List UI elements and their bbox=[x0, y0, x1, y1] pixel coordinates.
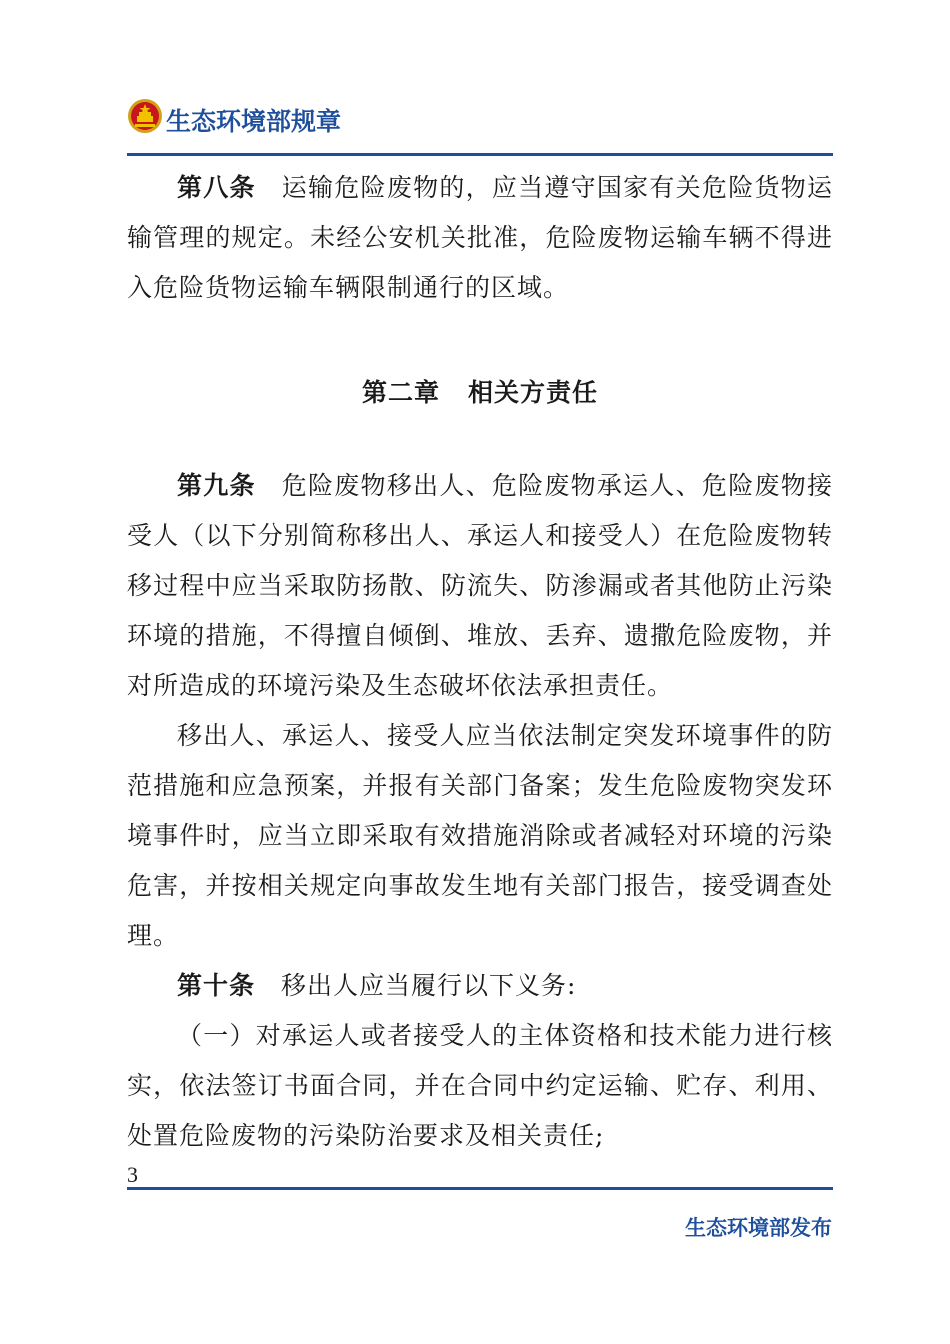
footer-publisher: 生态环境部发布 bbox=[685, 1216, 832, 1240]
header-title: 生态环境部规章 bbox=[166, 107, 342, 136]
page-number: 3 bbox=[127, 1162, 138, 1187]
national-emblem-icon bbox=[127, 98, 163, 134]
footer-divider bbox=[127, 1187, 833, 1190]
article-10-paragraph-1 bbox=[127, 961, 833, 1011]
article-8-text-1: 运输危险废物的，应当遵守国家有关危险货物运输管理的规定。未经公安机关批准，危险废物运输车辆不得进入危险货物运输车辆限制通行的区域。 bbox=[127, 173, 833, 302]
article-9-text-1: 危险废物移出人、危险废物承运人、危险废物接受人（以下分别简称移出人、承运人和接受人）在危险废物转移过程中应当采取防扬散、防流失、防渗漏或者其他防止污染环境的措施，不得擅自倾倒、堆放、丢弃、遗撒危险废物，并对所造成的环境污染及生态破坏依法承担责任。 bbox=[127, 471, 833, 700]
article-10-paragraph-2: （一）对承运人或者接受人的主体资格和技术能力进行核实，依法签订书面合同，并在合同中约定运输、贮存、利用、处置危险废物的污染防治要求及相关责任; bbox=[127, 1021, 833, 1150]
chapter-number: 第二章 bbox=[361, 378, 440, 407]
article-9-paragraph-1 bbox=[127, 461, 833, 711]
document-body bbox=[127, 163, 833, 1161]
article-9-label: 第九条 bbox=[177, 471, 256, 500]
article-10-text-1: 移出人应当履行以下义务: bbox=[281, 971, 577, 1000]
page-header bbox=[127, 96, 833, 154]
chapter-title: 相关方责任 bbox=[468, 378, 599, 407]
article-8-label: 第八条 bbox=[177, 173, 256, 202]
header-divider bbox=[127, 153, 833, 156]
article-8-paragraph-1 bbox=[127, 163, 833, 313]
chapter-heading bbox=[127, 373, 833, 413]
article-10-label: 第十条 bbox=[177, 971, 256, 1000]
article-9-paragraph-2: 移出人、承运人、接受人应当依法制定突发环境事件的防范措施和应急预案，并报有关部门备案；发生危险废物突发环境事件时，应当立即采取有效措施消除或者减轻对环境的污染危害，并按相关规定向事故发生地有关部门报告，接受调查处理。 bbox=[127, 721, 833, 950]
